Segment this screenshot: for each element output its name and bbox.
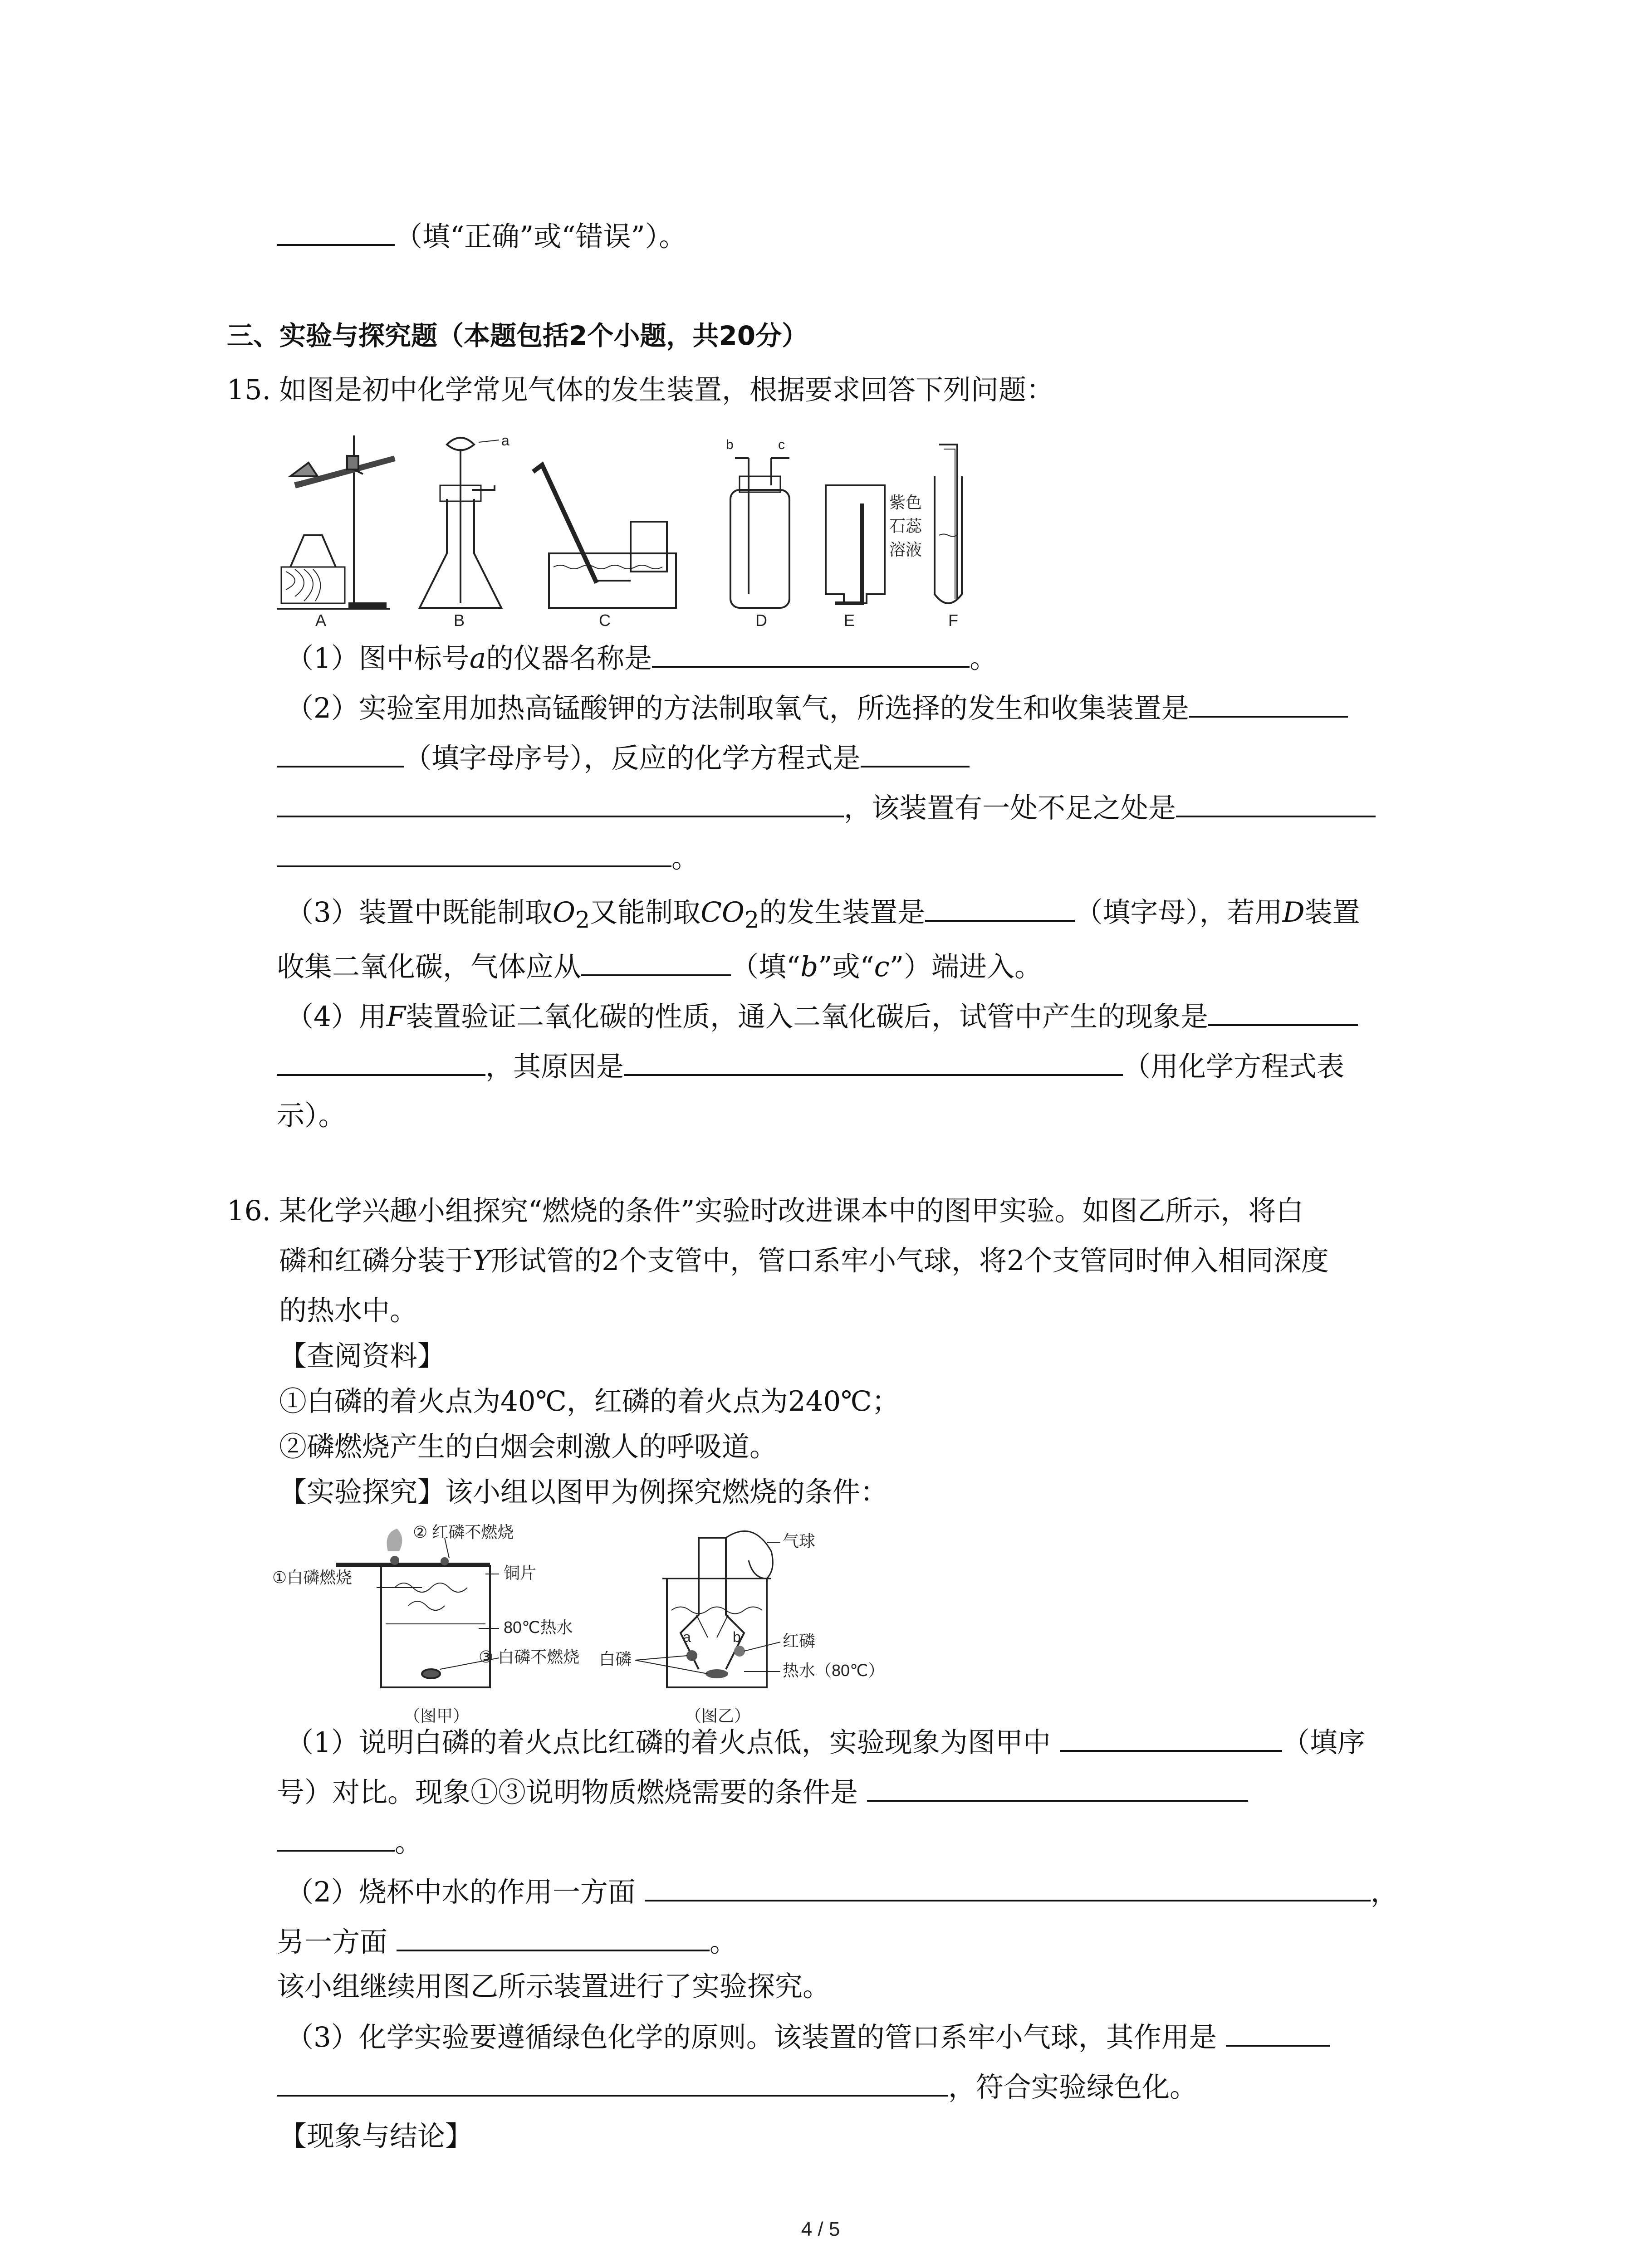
q16-continue: 该小组继续用图乙所示装置进行了实验探究。 (277, 1970, 831, 2003)
page-number: 4 / 5 (801, 2218, 840, 2240)
yi-label-b: b (733, 1629, 741, 1645)
litmus-label-3: 溶液 (889, 540, 922, 559)
figure-label-b: B (454, 611, 465, 630)
q15-part2-line2 (277, 739, 970, 777)
answer-blank[interactable] (277, 739, 404, 767)
q15-p3-l2-post: ”）端进入。 (889, 951, 1042, 983)
yi-label-red: 红磷 (783, 1632, 816, 1650)
q15-p4-post: 装置验证二氧化碳的性质，通入二氧化碳后，试管中产生的现象是 (406, 1001, 1209, 1033)
q16-part3-line2 (277, 2068, 1197, 2106)
jia-label-1: ①白磷燃烧 (272, 1568, 353, 1587)
var-f: F (386, 1001, 406, 1033)
q16-stem-line1 (227, 1193, 1303, 1229)
jia-label-4: 80℃热水 (504, 1618, 573, 1637)
figure-label-f: F (948, 611, 958, 630)
litmus-label-2: 石蕊 (889, 517, 922, 535)
answer-blank[interactable] (867, 1774, 1248, 1802)
ref-item-2: ②磷燃烧产生的白烟会刺激人的呼吸道。 (279, 1431, 778, 1463)
answer-blank[interactable] (277, 218, 395, 246)
q15-p3-l2-mid: （填“ (731, 951, 801, 983)
answer-blank[interactable] (1060, 1724, 1282, 1752)
answer-blank[interactable] (1208, 998, 1358, 1026)
figure-label-e: E (844, 611, 855, 630)
q16-part2-line2 (277, 1923, 737, 1960)
ref-heading: 【查阅资料】 (279, 1340, 446, 1372)
jia-label-5: ③ 白磷不燃烧 (479, 1647, 580, 1666)
q14-suffix: （填“正确”或“错误”）。 (395, 220, 687, 253)
apparatus-a (277, 435, 395, 630)
jia-label-2: ② 红磷不燃烧 (413, 1523, 514, 1541)
apparatus-b (420, 432, 509, 630)
var-d: D (1282, 896, 1305, 929)
q15-apparatus-figure (272, 431, 998, 631)
jia-caption: （图甲） (404, 1706, 470, 1725)
formula-co2: CO (700, 896, 745, 929)
q15-part2-line3 (277, 789, 1376, 826)
yi-label-white: 白磷 (599, 1650, 632, 1668)
var-a: a (469, 642, 486, 675)
q15-p3-mid2: 的发生装置是 (759, 896, 926, 929)
q15-p2-text3: ，该装置有一处不足之处是 (844, 792, 1176, 824)
q16-p1-post: （填序 (1282, 1726, 1365, 1759)
q15-p3-pre: （3）装置中既能制取 (286, 896, 553, 929)
q15-part1 (286, 640, 997, 677)
label-c: c (778, 437, 785, 452)
section-heading: 三、实验与探究题（本题包括2个小题，共20分） (227, 320, 808, 351)
q16-p2-text1: （2）烧杯中水的作用一方面 (286, 1876, 636, 1908)
q15-stem (227, 372, 1054, 408)
answer-blank[interactable] (645, 1873, 1371, 1901)
explore-heading: 【实验探究】该小组以图甲为例探究燃烧的条件： (279, 1476, 888, 1508)
apparatus-e (826, 485, 885, 630)
q16-combustion-figure (272, 1520, 907, 1728)
yi-label-balloon: 气球 (783, 1532, 816, 1550)
q15-part2-line4 (277, 839, 699, 876)
q15-p4-l2-mid: ，其原因是 (485, 1051, 624, 1083)
q16-stem-line3: 的热水中。 (279, 1295, 418, 1327)
answer-blank[interactable] (277, 839, 671, 867)
q16-stem2-pre: 磷和红磷分装于 (279, 1245, 473, 1277)
q16-p3-text2: ，符合实验绿色化。 (948, 2071, 1198, 2103)
answer-blank[interactable] (1176, 789, 1376, 817)
figure-jia (272, 1523, 579, 1725)
q15-p1-mid: 的仪器名称是 (486, 642, 652, 675)
answer-blank[interactable] (277, 789, 844, 817)
q15-part4-line2 (277, 1048, 1344, 1085)
q16-part1-line2 (277, 1774, 1248, 1811)
q15-p2-text2: （填字母序号），反应的化学方程式是 (404, 742, 861, 774)
q16-stem2-post: 形试管的2个支管中，管口系牢小气球，将2个支管同时伸入相同深度 (491, 1245, 1329, 1277)
litmus-label-1: 紫色 (889, 493, 922, 512)
q16-part1-line3 (277, 1823, 422, 1861)
figure-yi (599, 1531, 884, 1725)
var-c: c (874, 951, 890, 983)
q15-part3-line1 (286, 894, 1360, 938)
figure-label-c: C (599, 611, 611, 630)
yi-caption: （图乙） (685, 1706, 751, 1725)
jia-label-3: 铜片 (504, 1564, 537, 1582)
q15-p3-mid3: （填字母），若用 (1075, 896, 1283, 929)
ref-item-1: ①白磷的着火点为40℃，红磷的着火点为240℃； (279, 1385, 900, 1418)
formula-o2: O (552, 896, 575, 929)
q15-part2-line1 (286, 689, 1348, 727)
answer-blank[interactable] (624, 1048, 1123, 1076)
var-y: Y (473, 1245, 491, 1277)
yi-label-water: 热水（80℃） (783, 1661, 885, 1680)
q15-p3-l2-or: ”或“ (818, 951, 874, 983)
result-heading: 【现象与结论】 (279, 2120, 473, 2152)
q16-p1-text3: 。 (395, 1826, 423, 1858)
q15-p1-post: 。 (970, 642, 998, 675)
q16-part3-line1 (286, 2019, 1330, 2056)
apparatus-d (726, 437, 789, 630)
apparatus-f (889, 445, 962, 630)
q16-p3-text1: （3）化学实验要遵循绿色化学的原则。该装置的管口系牢小气球，其作用是 (286, 2021, 1217, 2053)
q16-p1-pre: （1）说明白磷的着火点比红磷的着火点低，实验现象为图甲中 (286, 1726, 1051, 1759)
label-b: b (726, 437, 734, 452)
q16-p2-post2: 。 (710, 1926, 738, 1958)
label-a: a (501, 432, 509, 449)
q16-p2-text2: 另一方面 (277, 1926, 388, 1958)
formula-co2-sub: 2 (744, 906, 759, 934)
q15-p3-mid1: 又能制取 (590, 896, 701, 929)
q16-stem-text1: 某化学兴趣小组探究“燃烧的条件”实验时改进课本中的图甲实验。如图乙所示，将白 (279, 1195, 1304, 1227)
figure-label-d: D (755, 611, 767, 630)
answer-blank[interactable] (277, 1048, 485, 1076)
q16-stem-line2 (279, 1243, 1329, 1279)
var-b: b (800, 951, 818, 983)
formula-o2-sub: 2 (575, 906, 590, 934)
answer-blank[interactable] (652, 640, 970, 668)
q15-p2-text1: （2）实验室用加热高锰酸钾的方法制取氧气，所选择的发生和收集装置是 (286, 692, 1189, 724)
q15-p4-pre: （4）用 (286, 1001, 387, 1033)
q15-p1-pre: （1）图中标号 (286, 642, 470, 675)
q16-part2-line1 (286, 1873, 1398, 1911)
q15-p2-text4: 。 (671, 842, 700, 874)
q14-answer-line (277, 218, 686, 255)
q15-p3-post: 装置 (1304, 896, 1360, 929)
answer-blank[interactable] (277, 1823, 395, 1852)
answer-blank[interactable] (397, 1923, 710, 1951)
q15-p4-l2-post: （用化学方程式表 (1123, 1051, 1345, 1083)
q15-p3-l2-pre: 收集二氧化碳，气体应从 (277, 951, 582, 983)
question-number: 15. (227, 374, 271, 406)
q15-part3-line2 (277, 948, 1042, 985)
answer-blank[interactable] (1226, 2019, 1330, 2047)
q16-p2-post1: ， (1370, 1876, 1398, 1908)
answer-blank[interactable] (861, 739, 970, 767)
question-number: 16. (227, 1195, 271, 1227)
answer-blank[interactable] (277, 2068, 948, 2097)
answer-blank[interactable] (581, 948, 731, 976)
q15-part4-line3: 示）。 (277, 1100, 346, 1132)
yi-label-a: a (683, 1629, 691, 1645)
q16-p1-text2: 号）对比。现象①③说明物质燃烧需要的条件是 (277, 1776, 858, 1809)
q15-part4-line1 (286, 998, 1358, 1035)
answer-blank[interactable] (1189, 689, 1348, 718)
answer-blank[interactable] (925, 894, 1075, 922)
q16-part1-line1 (286, 1724, 1365, 1761)
apparatus-c (533, 465, 676, 630)
figure-label-a: A (315, 611, 327, 630)
q15-stem-text: 如图是初中化学常见气体的发生装置，根据要求回答下列问题： (279, 374, 1054, 406)
